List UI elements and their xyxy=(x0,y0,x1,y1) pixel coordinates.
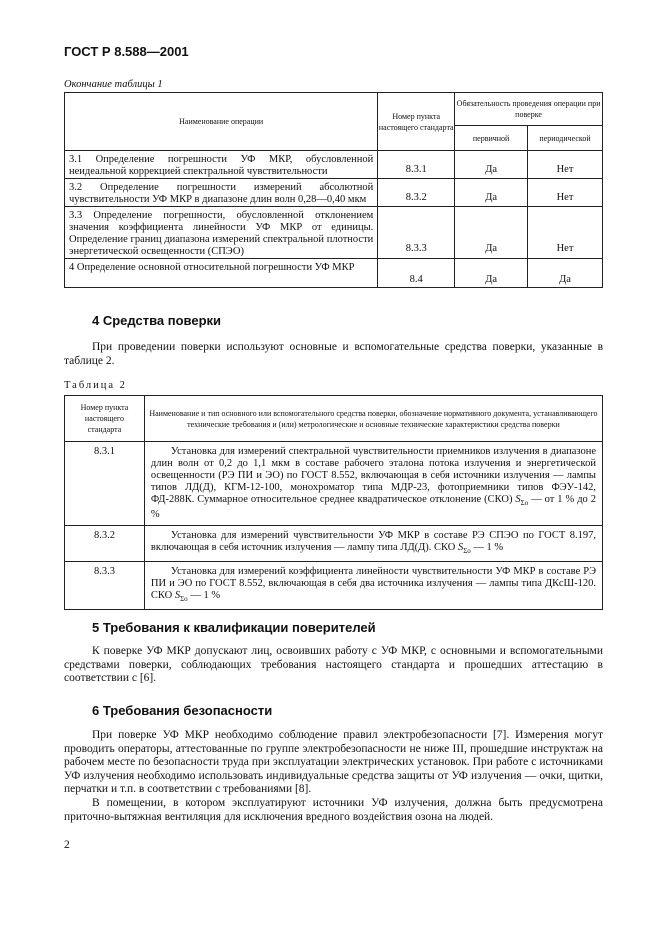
sko-subscript: Σо xyxy=(520,499,529,508)
table2-header-description: Наименование и тип основного или вспомогательного средства поверки, обозначение нормативного документа, устанавливающего технические требования и (или) метрологические и основные технические характеристики средства поверки xyxy=(144,396,602,442)
table1-cell-number: 8.4 xyxy=(378,259,455,288)
table2-row-text: Установка для измерений чувствительности УФ МКР в составе РЭ СПЭО по ГОСТ 8.197, включающая в себя источник излучения — лампу типа ЛД(Д). СКО xyxy=(150,530,596,554)
table1-cell-periodic: Нет xyxy=(528,179,603,207)
table1-cell-periodic: Нет xyxy=(528,151,603,179)
section6-heading: 6 Требования безопасности xyxy=(92,703,273,718)
table1-header-primary: первичной xyxy=(455,126,528,151)
table2 xyxy=(64,395,603,610)
section6-paragraph-2: В помещении, в котором эксплуатируют источники УФ излучения, должна быть предусмотрена приточно-вытяжная вентиляция для исключения вредного воздействия озона на людей. xyxy=(64,797,603,823)
table1-cell-name: 3.1 Определение погрешности УФ МКР, обусловленной неидеальной коррекцией спектральной чувствительности xyxy=(65,151,378,179)
table1 xyxy=(64,92,603,288)
table1-caption: Окончание таблицы 1 xyxy=(64,79,163,90)
sko-symbol: S xyxy=(174,590,181,602)
table1-cell-number: 8.3.1 xyxy=(378,151,455,179)
table2-cell-number: 8.3.2 xyxy=(65,526,145,562)
page-number: 2 xyxy=(64,839,70,851)
table1-cell-primary: Да xyxy=(455,151,528,179)
table2-header-number: Номер пункта настоящего стандарта xyxy=(65,396,145,442)
sko-subscript: Σо xyxy=(463,547,471,556)
table1-cell-name: 3.3 Определение погрешности, обусловленной отклонением значения коэффициента линейности УФ МКР от единицы. Определение границ диапазона измерений спектральной плотности энергетической освещенности (СПЭО) xyxy=(65,207,378,259)
section6-paragraph-1: При поверке УФ МКР необходимо соблюдение правил электробезопасности [7]. Измерения могут проводить операторы, аттестованные по группе электробезопасности не ниже III, прошедшие инструктаж на рабочем месте по безопасности труда при эксплуатации электрических установок. При работе с источниками УФ излучения необходимо использовать индивидуальные средства защиты от УФ излучения — очки, щитки, перчатки и т.п. в соответствии с требованиями [8]. xyxy=(64,729,603,795)
table-row xyxy=(65,442,603,526)
table-row xyxy=(65,526,603,562)
document-header-title: ГОСТ Р 8.588—2001 xyxy=(64,44,189,59)
section4-heading: 4 Средства поверки xyxy=(92,313,222,328)
table1-cell-name: 4 Определение основной относительной погрешности УФ МКР xyxy=(65,259,378,288)
table1-header-obligation: Обязательность проведения операции при поверке xyxy=(455,93,603,126)
sko-subscript: Σо xyxy=(180,595,188,604)
section4-paragraph: При проведении поверки используют основные и вспомогательные средства поверки, указанные в таблице 2. xyxy=(64,341,603,367)
section5-paragraph: К поверке УФ МКР допускают лиц, освоивших работу с УФ МКР, с основными и вспомогательными средствами поверки, соблюдающих требования настоящего стандарта и прошедших аттестацию в соответствии с [6]. xyxy=(64,645,603,684)
table-row xyxy=(65,179,603,207)
table1-cell-primary: Да xyxy=(455,259,528,288)
table1-cell-name: 3.2 Определение погрешности измерений абсолютной чувствительности УФ МКР в диапазоне длин волн 0,28—0,40 мкм xyxy=(65,179,378,207)
table1-header-name: Наименование операции xyxy=(65,93,378,151)
table1-header-periodic: периодической xyxy=(528,126,603,151)
sko-symbol: S xyxy=(515,494,521,505)
section5-heading: 5 Требования к квалификации поверителей xyxy=(92,620,376,635)
table1-cell-primary: Да xyxy=(455,207,528,259)
table-row xyxy=(65,207,603,259)
table-row xyxy=(65,562,603,610)
table2-cell-number: 8.3.1 xyxy=(65,442,145,526)
table-row xyxy=(65,259,603,288)
table1-header-number: Номер пункта настоящего стандарта xyxy=(378,93,455,151)
table2-cell-number: 8.3.3 xyxy=(65,562,145,610)
table1-cell-number: 8.3.2 xyxy=(378,179,455,207)
table2-label: Таблица 2 xyxy=(64,380,127,391)
table1-cell-primary: Да xyxy=(455,179,528,207)
table2-cell-description xyxy=(144,562,602,610)
table2-cell-description xyxy=(144,442,602,526)
table1-cell-number: 8.3.3 xyxy=(378,207,455,259)
sko-symbol: S xyxy=(457,542,464,554)
table-row xyxy=(65,151,603,179)
table2-row-text: Установка для измерений коэффициента линейности чувствительности УФ МКР в составе РЭ ПИ и ЭО по ГОСТ 8.552, включающая в себя два источника излучения — лампы типа ДКсШ-120. СКО xyxy=(150,566,596,602)
table2-row-tail: — от 1 % до 2 % xyxy=(150,494,597,521)
table2-row-tail: — 1 % xyxy=(190,590,221,602)
table2-row-tail: — 1 % xyxy=(473,542,504,554)
table2-row-text: Установка для измерений спектральной чувствительности приемников излучения в диапазоне длин волн от 0,2 до 1,1 мкм в составе рабочего эталона потока излучения и энергетической освещенности (РЭ ПИ и ЭО) по ГОСТ 8.552, включающая в себя источники излучения — лампы типов ЛД(Д), КГМ-12-100, монохроматор типа МДР-23, фотоприемники типов ФЭУ-142, ФД-288К. Суммарное относительное среднее квадратическое отклонение (СКО) xyxy=(150,446,596,505)
table1-cell-periodic: Нет xyxy=(528,207,603,259)
table1-cell-periodic: Да xyxy=(528,259,603,288)
table2-cell-description xyxy=(144,526,602,562)
